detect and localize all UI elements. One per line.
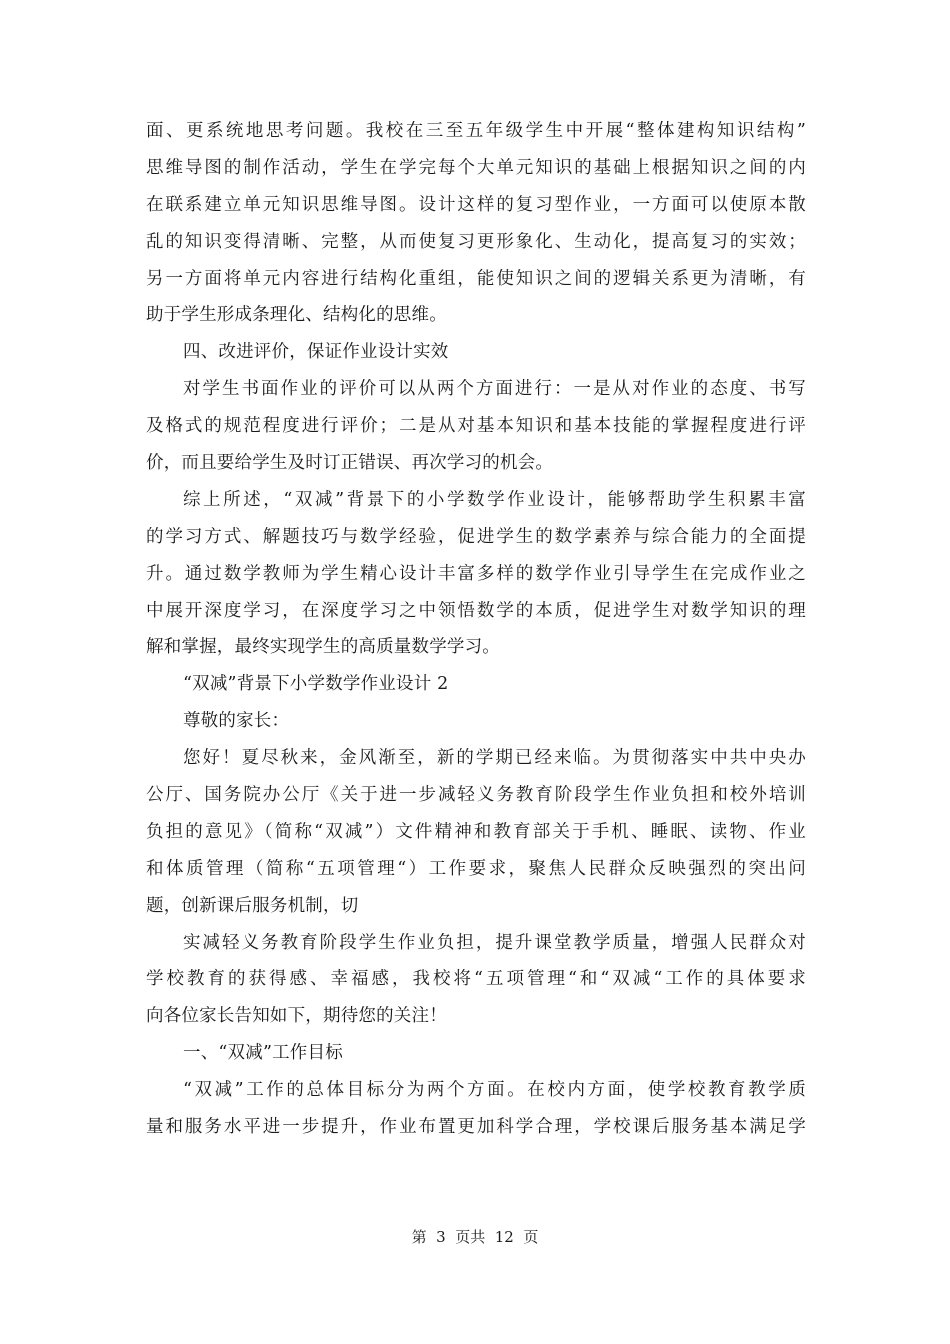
text-line: 另一方面将单元内容进行结构化重组，能使知识之间的逻辑关系更为清晰，有: [146, 268, 806, 289]
text-line: 面、更系统地思考问题。我校在三至五年级学生中开展“整体建构知识结构”: [146, 121, 806, 141]
text-line: “双减”工作的总体目标分为两个方面。在校内方面，使学校教育教学质: [183, 1080, 806, 1101]
text-line: 公厅、国务院办公厅《关于进一步减轻义务教育阶段学生作业负担和校外培训: [146, 785, 806, 806]
text-line: 实减轻义务教育阶段学生作业负担，提升课堂教学质量，增强人民群众对: [183, 932, 806, 953]
text-line: 升。通过数学教师为学生精心设计丰富多样的数学作业引导学生在完成作业之: [146, 563, 806, 584]
text-line: 解和掌握，最终实现学生的高质量数学学习。: [146, 637, 500, 658]
document-body: [146, 113, 806, 1146]
text-line: 一、“双减”工作目标: [183, 1043, 343, 1064]
text-line: 四、改进评价，保证作业设计实效: [183, 342, 449, 363]
text-line: 和体质管理（简称“五项管理“）工作要求，聚焦人民群众反映强烈的突出问: [146, 858, 806, 879]
text-line: 您好！夏尽秋来，金风渐至，新的学期已经来临。为贯彻落实中共中央办: [183, 748, 806, 769]
text-line: 综上所述，“双减”背景下的小学数学作业设计，能够帮助学生积累丰富: [183, 489, 806, 510]
text-line: 的学习方式、解题技巧与数学经验，促进学生的数学素养与综合能力的全面提: [146, 526, 806, 547]
text-line: 负担的意见》（简称“双减”）文件精神和教育部关于手机、睡眠、读物、作业: [146, 821, 806, 842]
text-line: 尊敬的家长：: [183, 711, 290, 732]
text-line: 对学生书面作业的评价可以从两个方面进行：一是从对作业的态度、书写: [183, 379, 806, 400]
text-line: 量和服务水平进一步提升，作业布置更加科学合理，学校课后服务基本满足学: [146, 1117, 806, 1138]
text-line: 题，创新课后服务机制，切: [146, 895, 359, 916]
text-line: 向各位家长告知如下，期待您的关注！: [146, 1006, 447, 1027]
text-line: “双减”背景下小学数学作业设计 2: [183, 674, 449, 695]
text-line: 在联系建立单元知识思维导图。设计这样的复习型作业，一方面可以使原本散: [146, 194, 806, 215]
page-footer: 第 3 页共 12 页: [411, 1228, 539, 1246]
text-line: 价，而且要给学生及时订正错误、再次学习的机会。: [146, 453, 554, 474]
text-line: 助于学生形成条理化、结构化的思维。: [146, 305, 447, 326]
text-line: 中展开深度学习，在深度学习之中领悟数学的本质，促进学生对数学知识的理: [146, 600, 806, 621]
text-line: 学校教育的获得感、幸福感，我校将“五项管理“和“双减“工作的具体要求: [146, 969, 806, 990]
text-line: 思维导图的制作活动，学生在学完每个大单元知识的基础上根据知识之间的内: [146, 157, 806, 178]
text-line: 乱的知识变得清晰、完整，从而使复习更形象化、生动化，提高复习的实效；: [146, 231, 806, 252]
text-line: 及格式的规范程度进行评价；二是从对基本知识和基本技能的掌握程度进行评: [146, 416, 806, 437]
